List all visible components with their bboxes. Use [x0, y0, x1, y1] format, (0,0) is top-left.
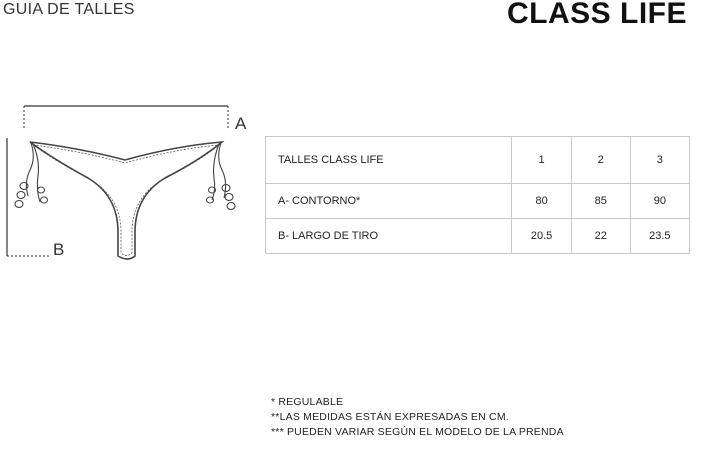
size-table-header-row	[266, 137, 690, 184]
footnotes	[271, 395, 564, 440]
brand-logo: CLASS LIFE	[506, 0, 687, 30]
size-header-3: 3	[630, 137, 689, 184]
table-row	[266, 184, 690, 219]
table-cell: 80	[512, 184, 571, 219]
row-label-contorno: A- CONTORNO*	[266, 184, 512, 219]
size-table	[265, 136, 690, 254]
table-row	[266, 219, 690, 254]
right-tie	[207, 143, 236, 210]
size-header-1: 1	[512, 137, 571, 184]
footnote-variation: *** PUEDEN VARIAR SEGÚN EL MODELO DE LA PRENDA	[271, 426, 564, 438]
guide-title: GUIA DE TALLES	[3, 1, 135, 18]
size-header-2: 2	[571, 137, 630, 184]
table-cell: 85	[571, 184, 630, 219]
table-cell: 90	[630, 184, 689, 219]
measure-b-label: B	[53, 240, 65, 259]
footnote-units: **LAS MEDIDAS ESTÁN EXPRESADAS EN CM.	[271, 411, 509, 423]
row-label-largo-de-tiro: B- LARGO DE TIRO	[266, 219, 512, 254]
bikini-bottom-icon	[0, 0, 260, 280]
table-cell: 20.5	[512, 219, 571, 254]
measure-a-line	[24, 106, 228, 128]
footnote-regulable: * REGULABLE	[271, 396, 344, 408]
left-tie	[15, 143, 48, 208]
size-table-header-label: TALLES CLASS LIFE	[266, 137, 512, 184]
measure-a-label: A	[235, 114, 247, 133]
table-cell: 23.5	[630, 219, 689, 254]
table-cell: 22	[571, 219, 630, 254]
